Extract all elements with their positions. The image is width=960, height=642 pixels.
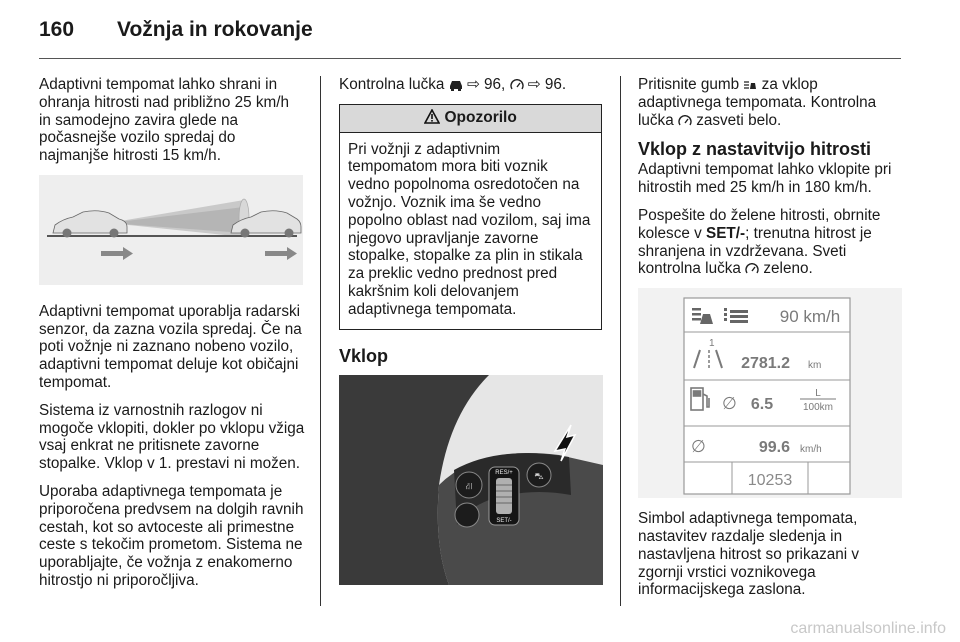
display-avg-speed-unit: km/h bbox=[800, 444, 822, 456]
reference-arrow-2: ⇨ bbox=[527, 76, 541, 93]
column-divider-1 bbox=[320, 76, 321, 606]
cruise-control-icon bbox=[745, 263, 759, 275]
display-avg-speed-symbol: ∅ bbox=[691, 437, 706, 457]
activate-text-3: zasveti belo. bbox=[696, 111, 782, 129]
wheel-res-label: RES/+ bbox=[495, 470, 513, 477]
section-heading-set-speed: Vklop z nastavitvijo hitrosti bbox=[638, 139, 872, 160]
display-consumption-symbol: ∅ bbox=[722, 394, 737, 414]
steering-wheel-illustration bbox=[339, 375, 603, 585]
display-consumption-unit-top: L bbox=[815, 388, 821, 400]
display-consumption: 6.5 bbox=[750, 396, 774, 414]
svg-text:⛜: ⛜ bbox=[465, 481, 473, 492]
radar-cars-image bbox=[39, 175, 303, 280]
warning-title: Opozorilo bbox=[444, 108, 517, 126]
acc-button-icon bbox=[743, 79, 757, 91]
reference-line bbox=[339, 76, 602, 94]
section-heading-vklop: Vklop bbox=[339, 345, 389, 366]
warning-box bbox=[339, 104, 602, 330]
column-divider-2 bbox=[620, 76, 621, 606]
driver-info-display bbox=[638, 288, 902, 498]
radar-paragraph: Adaptivni tempomat uporablja radarski senzor, da zazna vozila spredaj. Če na poti vožnje ni zaznano nobeno vozilo, adaptivni tempomat deluje kot običajni tempomat. bbox=[39, 302, 302, 391]
svg-text:⛍: ⛍ bbox=[534, 471, 544, 482]
set-speed-paragraph bbox=[638, 207, 904, 278]
usage-paragraph: Uporaba adaptivnega tempomata je priporočena predvsem na dolgih ravnih cestah, kot so avtoceste ali primestne ceste s tekočim prometom. Sistema ne uporabljajte, če vožnja z enakomerno hitrostjo ni priporočljiva. bbox=[39, 482, 304, 589]
set-button-label: SET/- bbox=[706, 224, 746, 242]
reference-arrow-1: ⇨ bbox=[466, 76, 480, 93]
display-avg-speed: 99.6 bbox=[758, 439, 790, 457]
safety-paragraph: Sistema iz varnostnih razlogov ni mogoče vklopiti, dokler po vklopu vžiga vsaj enkrat ne pritisnete zavorne stopalke. Vklop v 1. prestavi ni možen. bbox=[39, 401, 305, 473]
warning-text: Pri vožnji z adaptivnim tempomatom mora biti voznik vedno popolnoma osredotočen na vožnjo. Voznik ima še vedno popolno oblast nad vozilom, saj ima njegovo upravljanje zavorne stopalke, stopalke za plin in stikala za preklic vedno prednost pred kakršnim koli delovanjem adaptivnega tempomata. bbox=[348, 140, 591, 318]
speed-range-paragraph: Adaptivni tempomat lahko vklopite pri hitrostih med 25 km/h in 180 km/h. bbox=[638, 161, 892, 197]
watermark: carmanualsonline.info bbox=[790, 620, 946, 637]
display-trip: 2781.2 bbox=[741, 355, 790, 373]
column-1 bbox=[39, 76, 305, 600]
warning-triangle-icon bbox=[424, 109, 440, 124]
page-title: Vožnja in rokovanje bbox=[117, 18, 313, 41]
warning-header bbox=[340, 105, 601, 133]
cruise-control-icon bbox=[678, 115, 692, 127]
display-trip-unit: km bbox=[808, 360, 822, 372]
activate-text-1: Pritisnite gumb bbox=[638, 76, 740, 93]
reference-page-1[interactable]: 96, bbox=[484, 76, 506, 93]
set-speed-text-1: Pospešite do želene hitrosti, obrnite kolesce v bbox=[638, 206, 881, 242]
activate-text-2: za vklop adaptivnega tempomata. Kontrolna lučka bbox=[638, 76, 877, 129]
display-odometer: 10253 bbox=[747, 472, 793, 490]
column-3 bbox=[638, 76, 904, 609]
display-consumption-unit-bottom: 100km bbox=[802, 402, 834, 414]
set-speed-text-3: zeleno. bbox=[763, 260, 813, 278]
column-2 bbox=[339, 76, 602, 585]
activate-paragraph bbox=[638, 76, 904, 129]
set-speed-text-2: ; trenutna hitrost je shranjena in vzdrževana. Sveti kontrolna lučka bbox=[638, 224, 872, 278]
car-icon bbox=[449, 79, 463, 91]
header-rule bbox=[39, 58, 901, 59]
display-gear: 1 bbox=[709, 338, 715, 350]
page-number: 160 bbox=[39, 18, 75, 41]
display-speed: 90 km/h bbox=[779, 307, 841, 327]
intro-paragraph: Adaptivni tempomat lahko shrani in ohranja hitrosti nad približno 25 km/h in samodejno zavira glede na počasnejše vozilo spredaj do najmanjše hitrosti 15 km/h. bbox=[39, 76, 289, 165]
reference-prefix: Kontrolna lučka bbox=[339, 76, 445, 93]
display-description-paragraph: Simbol adaptivnega tempomata, nastavitev razdalje sledenja in nastavljena hitrost so prikazani v zgornji vrstici voznikovega informacijskega zaslona. bbox=[638, 510, 860, 599]
reference-page-2[interactable]: 96. bbox=[544, 76, 567, 93]
radar-illustration bbox=[39, 175, 303, 285]
wheel-set-label: SET/- bbox=[496, 518, 512, 525]
cruise-control-icon bbox=[510, 79, 524, 91]
